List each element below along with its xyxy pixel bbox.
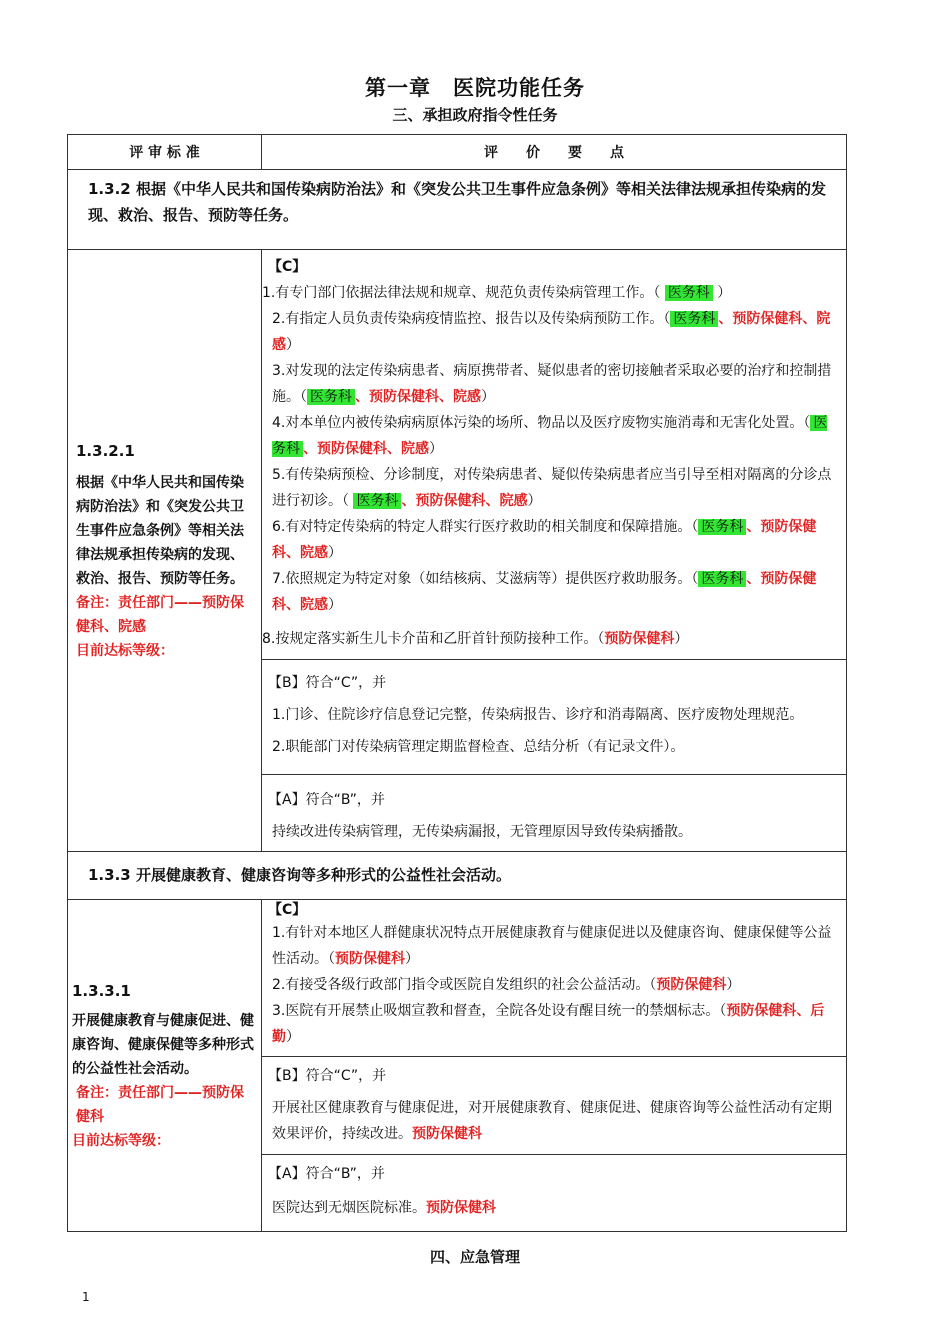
table-header-row bbox=[68, 135, 847, 170]
department-highlight: 医务科 bbox=[353, 493, 401, 509]
section-text: 根据《中华人民共和国传染病防治法》和《突发公共卫生事件应急条例》等相关法律法规承担传染病的发现、救治、报告、预防等任务。 bbox=[88, 180, 826, 224]
current-level: 目前达标等级： bbox=[76, 642, 174, 659]
grade-c-item: 2.有接受各级行政部门指令或医院自发组织的社会公益活动。（预防保健科） bbox=[272, 977, 741, 993]
responsible-note: 备注：责任部门——预防保健科、院感 bbox=[76, 594, 244, 635]
grade-c-item: 3.对发现的法定传染病患者、病原携带者、疑似患者的密切接触者采取必要的治疗和控制措施。（ 医务科 、预防保健科、院感） bbox=[272, 363, 832, 405]
standard-description: 根据《中华人民共和国传染病防治法》和《突发公共卫生事件应急条例》等相关法律法规承担传染病的发现、救治、报告、预防等任务。 bbox=[76, 474, 244, 587]
grade-c-item: 1.有专门部门依据法律法规和规章、规范负责传染病管理工作。（ 医务科 ） bbox=[262, 285, 732, 301]
grade-b-item: 1.门诊、住院诊疗信息登记完整，传染病报告、诊疗和消毒隔离、医疗废物处理规范。 bbox=[272, 707, 804, 723]
grade-b-label: 【B】符合“C”，并 bbox=[268, 675, 387, 691]
grade-b-block-2 bbox=[262, 1057, 847, 1155]
grade-a-block-2 bbox=[262, 1155, 847, 1232]
department-tag: 、预防保健科、院感 bbox=[272, 571, 817, 613]
department-tag: 预防保健科 bbox=[412, 1126, 482, 1142]
standard-code: 1.3.2.1 bbox=[76, 441, 135, 460]
section-row-1-3-2 bbox=[68, 170, 847, 250]
standard-description: 开展健康教育与健康促进、健康咨询、健康保健等多种形式的公益性社会活动。 bbox=[72, 1012, 254, 1077]
standards-table bbox=[67, 134, 847, 1232]
department-tag: 预防保健科、后勤 bbox=[272, 1003, 825, 1045]
grade-c-item: 1.有针对本地区人群健康状况特点开展健康教育与健康促进以及健康咨询、健康保健等公益性活动。（预防保健科） bbox=[272, 925, 832, 967]
department-tag: 、预防保健科、院感 bbox=[272, 311, 831, 353]
section-code: 1.3.3 bbox=[88, 866, 131, 884]
section-text: 开展健康教育、健康咨询等多种形式的公益性社会活动。 bbox=[130, 866, 511, 884]
grade-c-item: 8.按规定落实新生儿卡介苗和乙肝首针预防接种工作。（预防保健科） bbox=[262, 631, 689, 647]
grade-c-block-2 bbox=[262, 900, 847, 1057]
standard-row-1-3-2-1-c bbox=[68, 250, 847, 660]
department-highlight: 医务科 bbox=[665, 285, 713, 301]
grade-c-item: 7.依照规定为特定对象（如结核病、艾滋病等）提供医疗救助服务。（ 医务科 、预防保健科、院感） bbox=[272, 571, 817, 613]
standard-row-1-3-3-1-c bbox=[68, 900, 847, 1057]
grade-c-label: 【C】 bbox=[268, 902, 307, 918]
grade-b-item: 开展社区健康教育与健康促进，对开展健康教育、健康促进、健康咨询等公益性活动有定期效果评价，持续改进。预防保健科 bbox=[272, 1100, 832, 1142]
department-tag: 预防保健科 bbox=[335, 951, 405, 967]
section-subtitle: 三、承担政府指令性任务 bbox=[392, 106, 558, 124]
department-tag: 、预防保健科、院感 bbox=[355, 389, 481, 405]
grade-a-item: 医院达到无烟医院标准。预防保健科 bbox=[272, 1200, 496, 1216]
department-highlight: 医务科 bbox=[670, 311, 718, 327]
grade-a-label: 【A】符合“B”，并 bbox=[268, 1166, 385, 1182]
grade-a-block bbox=[262, 775, 847, 852]
standard-cell-1-3-3-1 bbox=[68, 900, 262, 1232]
grade-c-item: 4.对本单位内被传染病病原体污染的场所、物品以及医疗废物实施消毒和无害化处置。（ 医务科 、预防保健科、院感） bbox=[272, 415, 828, 457]
section-row-1-3-3 bbox=[68, 852, 847, 900]
department-tag: 预防保健科 bbox=[604, 631, 675, 647]
responsible-note: 备注：责任部门——预防保健科 bbox=[76, 1084, 244, 1125]
header-standard: 评 审 标 准 bbox=[68, 135, 262, 170]
department-tag: 、预防保健科、院感 bbox=[272, 519, 817, 561]
grade-a-item: 持续改进传染病管理，无传染病漏报，无管理原因导致传染病播散。 bbox=[272, 824, 692, 840]
grade-c-item: 5.有传染病预检、分诊制度，对传染病患者、疑似传染病患者应当引导至相对隔离的分诊点进行初诊。（ 医务科 、预防保健科、院感） bbox=[272, 467, 832, 509]
grade-b-block bbox=[262, 660, 847, 775]
chapter-title: 第一章 医院功能任务 bbox=[365, 76, 585, 100]
grade-c-block bbox=[262, 250, 847, 660]
standard-code: 1.3.3.1 bbox=[72, 981, 131, 1000]
department-highlight: 医务科 bbox=[272, 415, 828, 457]
grade-c-item: 6.有对特定传染病的特定人群实行医疗救助的相关制度和保障措施。（ 医务科 、预防保健科、院感） bbox=[272, 519, 817, 561]
grade-b-label: 【B】符合“C”，并 bbox=[268, 1068, 387, 1084]
department-tag: 预防保健科 bbox=[656, 977, 727, 993]
standard-cell-1-3-2-1 bbox=[68, 250, 262, 852]
department-tag: 、预防保健科、院感 bbox=[303, 441, 429, 457]
next-section-heading: 四、应急管理 bbox=[429, 1248, 520, 1266]
grade-c-item: 2.有指定人员负责传染病疫情监控、报告以及传染病预防工作。（ 医务科 、预防保健科、院感） bbox=[272, 311, 831, 353]
page-number: 1 bbox=[82, 1290, 90, 1304]
header-points: 评 价 要 点 bbox=[262, 135, 847, 170]
current-level: 目前达标等级： bbox=[72, 1132, 170, 1149]
section-heading-1-3-2 bbox=[68, 170, 847, 250]
department-tag: 、预防保健科、院感 bbox=[401, 493, 528, 509]
department-tag: 预防保健科 bbox=[426, 1200, 496, 1216]
grade-c-items bbox=[268, 920, 840, 1050]
grade-a-label: 【A】符合“B”，并 bbox=[268, 792, 385, 808]
grade-c-items bbox=[262, 280, 840, 652]
section-code: 1.3.2 bbox=[88, 180, 131, 198]
grade-c-item: 3.医院有开展禁止吸烟宣教和督查，全院各处设有醒目统一的禁烟标志。（预防保健科、后勤） bbox=[272, 1003, 825, 1045]
grade-c-label: 【C】 bbox=[268, 259, 307, 275]
department-highlight: 医务科 bbox=[307, 389, 355, 405]
department-highlight: 医务科 bbox=[698, 519, 746, 535]
department-highlight: 医务科 bbox=[698, 571, 746, 587]
section-heading-1-3-3 bbox=[68, 852, 847, 900]
grade-b-item: 2.职能部门对传染病管理定期监督检查、总结分析（有记录文件）。 bbox=[272, 739, 685, 755]
